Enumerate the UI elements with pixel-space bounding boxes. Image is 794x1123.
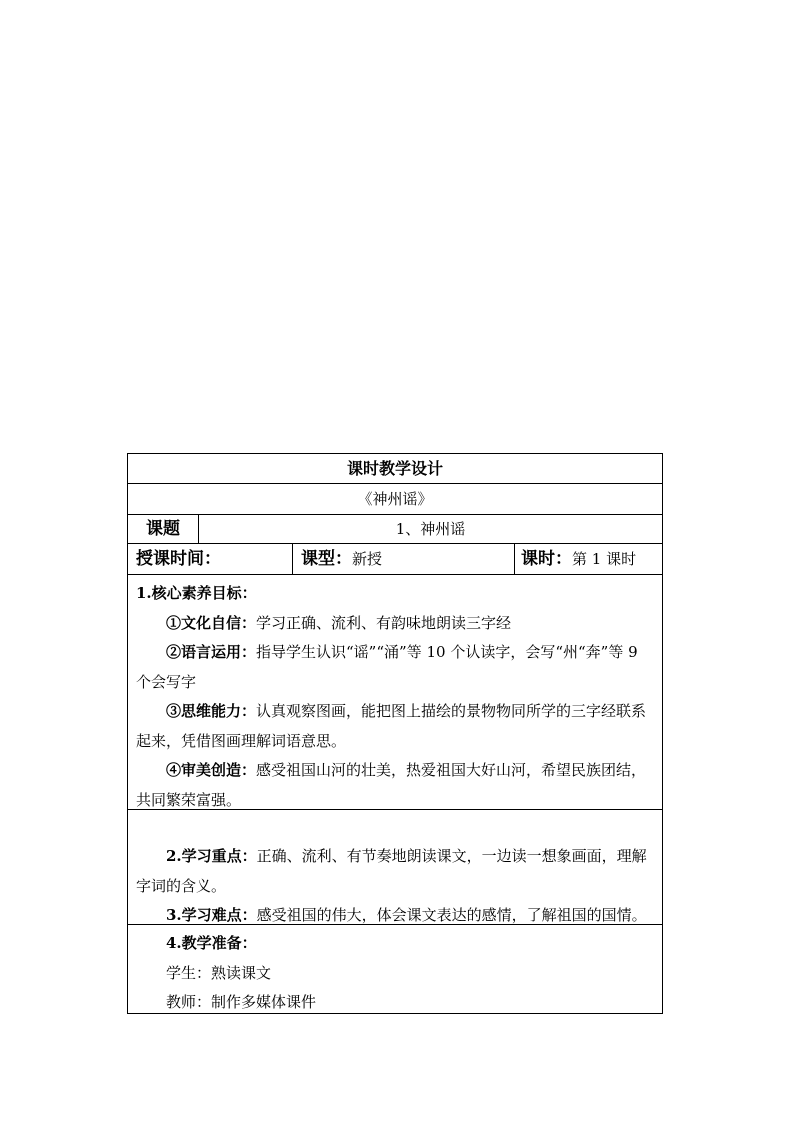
key-point-text: 正确、流利、有节奏地朗读课文，一边读一想象画面，理解字词的含义。	[136, 847, 647, 895]
lesson-plan-table	[127, 453, 663, 1014]
type-label: 课型：	[301, 549, 352, 569]
focus-section	[128, 810, 662, 925]
topic-value: 1、神州谣	[395, 520, 466, 538]
goal-2-label: ②语言运用：	[166, 643, 257, 661]
prep-heading: 4.教学准备：	[166, 934, 257, 952]
table-title: 课时教学设计	[128, 454, 662, 484]
goal-4-label: ④审美创造：	[166, 761, 257, 779]
prep-student: 学生：熟读课文	[166, 963, 272, 982]
time-cell	[128, 544, 293, 574]
period-value: 第 1 课时	[572, 550, 637, 568]
goal-item-2	[136, 638, 654, 697]
goal-item-1	[136, 609, 654, 639]
type-value: 新授	[352, 550, 383, 568]
goal-1-label: ①文化自信：	[166, 613, 257, 632]
info-row	[128, 544, 662, 575]
period-cell	[515, 544, 662, 574]
goal-3-text: 认真观察图画，能把图上描绘的景物物同所学的三字经联系起来，凭借图画理解词语意思。	[136, 702, 647, 750]
difficult-point-label: 3.学习难点：	[166, 906, 257, 924]
goal-2-text: 指导学生认识“谣”“涌”等 10 个认读字，会写“州“奔”等 9 个会写字	[136, 643, 638, 691]
goal-item-4	[136, 756, 654, 815]
period-label: 课时：	[521, 549, 572, 569]
goal-item-3	[136, 697, 654, 756]
lesson-subtitle: 《神州谣》	[128, 484, 662, 515]
goal-3-label: ③思维能力：	[166, 702, 257, 720]
topic-row	[128, 515, 662, 544]
topic-label: 课题	[128, 515, 199, 543]
prep-section	[128, 925, 662, 1013]
prep-teacher: 教师：制作多媒体课件	[166, 993, 317, 1011]
key-point	[136, 842, 654, 901]
difficult-point-text: 感受祖国的伟大，体会课文表达的感情，了解祖国的国情。	[256, 906, 647, 924]
key-point-label: 2.学习重点：	[166, 847, 257, 865]
goal-1-text: 学习正确、流利、有韵味地朗读三字经	[256, 613, 512, 632]
type-cell	[293, 544, 515, 574]
goals-heading: 1.核心素养目标：	[136, 584, 257, 602]
goals-section	[128, 575, 662, 810]
time-label: 授课时间：	[136, 549, 221, 569]
goal-4-text: 感受祖国山河的壮美，热爱祖国大好山河，希望民族团结，共同繁荣富强。	[136, 761, 647, 809]
